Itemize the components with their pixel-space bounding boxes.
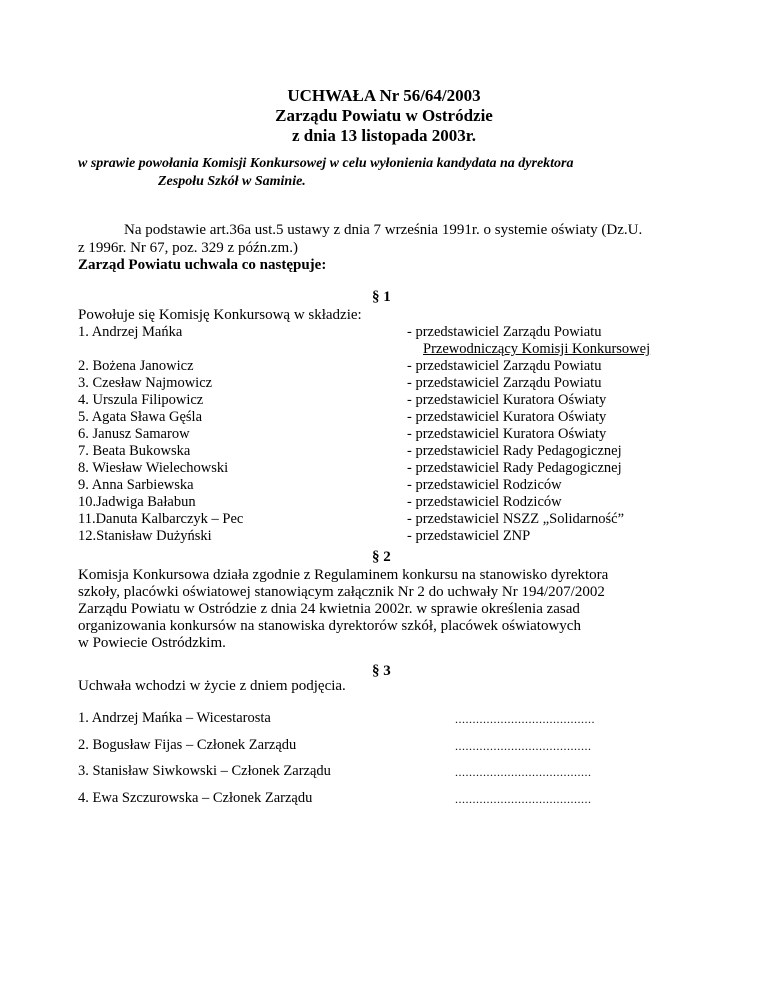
subject-line-1: w sprawie powołania Komisji Konkursowej w celu wyłonienia kandydata na dyrektora (78, 156, 574, 171)
member-name: 1. Andrzej Mańka (78, 324, 183, 340)
member-role: - przedstawiciel Zarządu Powiatu (407, 324, 602, 340)
preamble-line-1: Na podstawie art.36a ust.5 ustawy z dnia 7 września 1991r. o systemie oświaty (Dz.U. (124, 222, 643, 238)
signature-line: ....................................... (455, 792, 592, 806)
member-role: - przedstawiciel Rady Pedagogicznej (407, 443, 622, 459)
member-name: 8. Wiesław Wielechowski (78, 460, 229, 476)
member-name: 2. Bożena Janowicz (78, 358, 194, 374)
member-role: - przedstawiciel Kuratora Oświaty (407, 426, 607, 442)
section-2-heading: § 2 (372, 549, 391, 565)
member-name: 6. Janusz Samarow (78, 426, 190, 442)
preamble-line-2: z 1996r. Nr 67, poz. 329 z późn.zm.) (78, 240, 298, 256)
member-name: 10.Jadwiga Bałabun (78, 494, 196, 510)
section-2-line: szkoły, placówki oświatowej stanowiącym załącznik Nr 2 do uchwały Nr 194/207/2002 (78, 584, 605, 600)
issuing-body: Zarządu Powiatu w Ostródzie (275, 106, 493, 125)
chairman-role: Przewodniczący Komisji Konkursowej (423, 341, 651, 357)
signatory-name: 3. Stanisław Siwkowski – Członek Zarządu (78, 763, 331, 779)
signatory-name: 2. Bogusław Fijas – Członek Zarządu (78, 737, 297, 753)
subject-line-2: Zespołu Szkół w Saminie. (158, 174, 306, 189)
member-name: 7. Beata Bukowska (78, 443, 191, 459)
signatory-name: 1. Andrzej Mańka – Wicestarosta (78, 710, 271, 726)
member-name: 4. Urszula Filipowicz (78, 392, 204, 408)
member-role: - przedstawiciel Rady Pedagogicznej (407, 460, 622, 476)
section-1-heading: § 1 (372, 289, 391, 305)
section-2-line: w Powiecie Ostródzkim. (78, 635, 226, 651)
member-role: - przedstawiciel Zarządu Powiatu (407, 358, 602, 374)
signature-line: ....................................... (455, 765, 592, 779)
section-2-line: organizowania konkursów na stanowiska dyrektorów szkół, placówek oświatowych (78, 618, 581, 634)
member-role: - przedstawiciel ZNP (407, 528, 531, 544)
section-1-intro: Powołuje się Komisję Konkursową w składzie: (78, 307, 362, 323)
member-role: - przedstawiciel Rodziców (407, 494, 562, 510)
member-name: 9. Anna Sarbiewska (78, 477, 194, 493)
member-name: 12.Stanisław Dużyński (78, 528, 212, 544)
signatory-name: 4. Ewa Szczurowska – Członek Zarządu (78, 790, 313, 806)
resolution-date: z dnia 13 listopada 2003r. (291, 126, 477, 145)
member-role: - przedstawiciel Zarządu Powiatu (407, 375, 602, 391)
member-name: 3. Czesław Najmowicz (78, 375, 213, 391)
section-2-line: Komisja Konkursowa działa zgodnie z Regulaminem konkursu na stanowisko dyrektora (78, 567, 609, 583)
member-role: - przedstawiciel NSZZ „Solidarność” (407, 511, 625, 527)
section-3-text: Uchwała wchodzi w życie z dniem podjęcia. (78, 678, 346, 694)
resolution-number: UCHWAŁA Nr 56/64/2003 (287, 86, 481, 105)
member-name: 11.Danuta Kalbarczyk – Pec (78, 511, 244, 527)
signature-line: ....................................... (455, 739, 592, 753)
section-3-heading: § 3 (372, 663, 391, 679)
section-2-line: Zarządu Powiatu w Ostródzie z dnia 24 kwietnia 2002r. w sprawie określenia zasad (78, 601, 580, 617)
member-role: - przedstawiciel Kuratora Oświaty (407, 392, 607, 408)
member-role: - przedstawiciel Kuratora Oświaty (407, 409, 607, 425)
member-role: - przedstawiciel Rodziców (407, 477, 562, 493)
signature-line: ........................................ (455, 712, 595, 726)
preamble-decision: Zarząd Powiatu uchwala co następuje: (78, 257, 327, 273)
member-name: 5. Agata Sława Gęśla (78, 409, 203, 425)
